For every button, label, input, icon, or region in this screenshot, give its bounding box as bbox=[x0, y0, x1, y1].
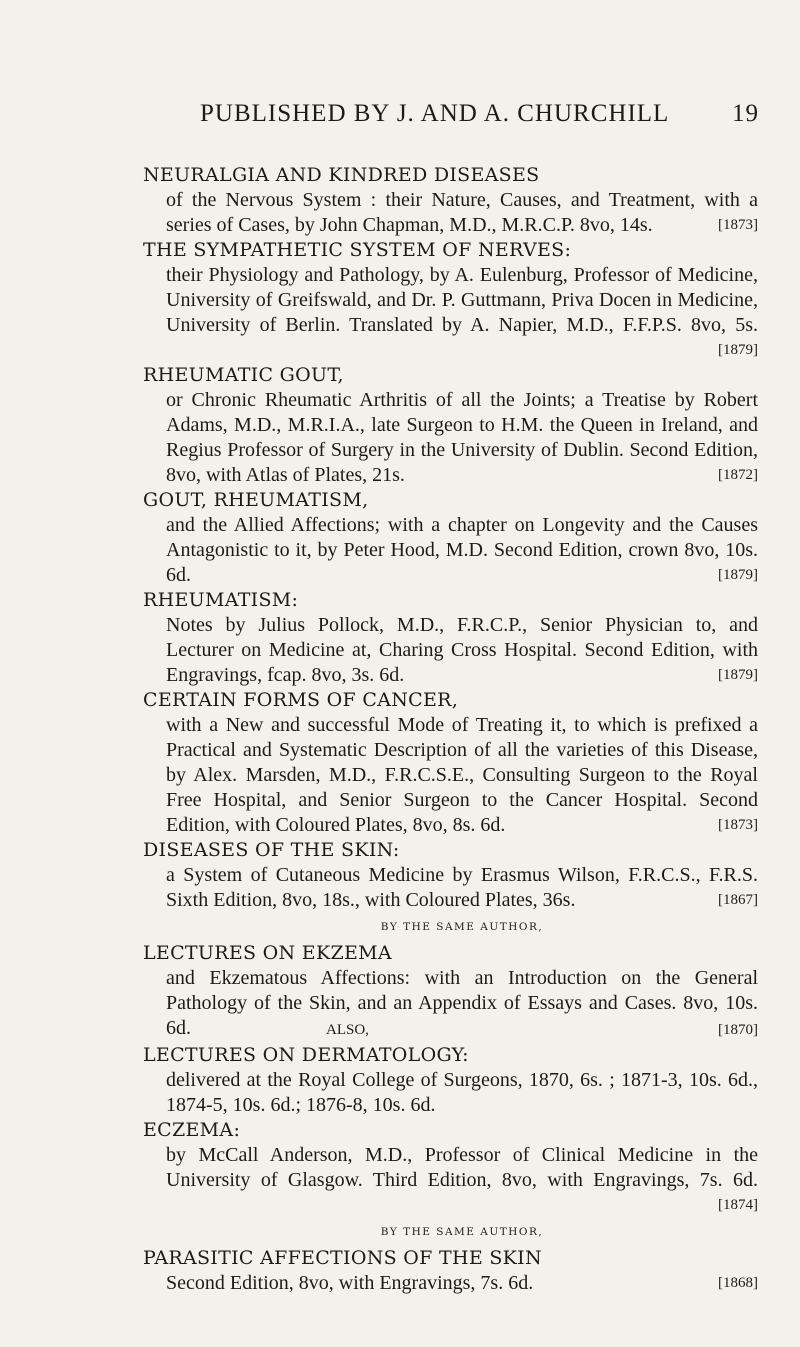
entry-description bbox=[143, 863, 758, 913]
entry-description bbox=[143, 1271, 758, 1296]
catalogue-entry bbox=[143, 238, 758, 363]
entry-title: RHEUMATISM: bbox=[143, 589, 299, 611]
entry-text: and Ekzematous Affections: with an Introduction on the General Pathology of the Skin, and an Appendix of Essays and Cases. 8vo, 10s. 6d. bbox=[166, 967, 758, 1039]
entry-year: [1879] bbox=[718, 342, 758, 358]
entry-year: [1879] bbox=[718, 567, 758, 583]
catalogue-entry bbox=[143, 1043, 758, 1118]
catalogue-entry bbox=[143, 488, 758, 588]
catalogue-entries bbox=[143, 163, 758, 1296]
catalogue-entry bbox=[143, 588, 758, 688]
entry-text: Second Edition, 8vo, with Engravings, 7s. 6d. bbox=[166, 1272, 534, 1294]
catalogue-entry bbox=[143, 363, 758, 488]
entry-year: [1879] bbox=[718, 667, 758, 683]
entry-text: delivered at the Royal College of Surgeons, 1870, 6s. ; 1871-3, 10s. 6d., 1874-5, 10s. 6d.; 1876-8, 10s. 6d. bbox=[166, 1069, 758, 1116]
entry-text: by McCall Anderson, M.D., Professor of Clinical Medicine in the University of Glasgow. Third Edition, 8vo, with Engravings, 7s. 6d. bbox=[166, 1144, 758, 1191]
catalogue-entry bbox=[143, 838, 758, 913]
entry-year: [1873] bbox=[718, 817, 758, 833]
entry-description bbox=[143, 966, 758, 1043]
entry-description bbox=[143, 1068, 758, 1118]
entry-year: [1872] bbox=[718, 467, 758, 483]
entry-title: RHEUMATIC GOUT, bbox=[143, 364, 344, 386]
entry-year: [1874] bbox=[718, 1197, 758, 1213]
entry-description bbox=[143, 263, 758, 363]
entry-text: and the Allied Affections; with a chapter on Longevity and the Causes Antagonistic to it, by Peter Hood, M.D. Second Edition, crown 8vo, 10s. 6d. bbox=[166, 514, 758, 586]
running-title: PUBLISHED BY J. AND A. CHURCHILL bbox=[200, 100, 670, 127]
entry-title: DISEASES OF THE SKIN: bbox=[143, 839, 400, 861]
entry-text: of the Nervous System : their Nature, Causes, and Treatment, with a series of Cases, by John Chapman, M.D., M.R.C.P. 8vo, 14s. bbox=[166, 189, 758, 236]
page-number: 19 bbox=[732, 100, 759, 127]
entry-description bbox=[143, 713, 758, 838]
catalogue-entry bbox=[143, 913, 758, 1043]
entry-description bbox=[143, 613, 758, 688]
entry-title: NEURALGIA AND KINDRED DISEASES bbox=[143, 164, 540, 186]
entry-text: with a New and successful Mode of Treating it, to which is prefixed a Practical and Systematic Description of all the varieties of this Disease, by Alex. Marsden, M.D., F.R.C.S.E., Consulting Surgeon to the Royal Free Hospital, and Senior Surgeon to the Cancer Hospital. Second Edition, with Coloured Plates, 8vo, 8s. 6d. bbox=[166, 714, 758, 836]
entry-also: ALSO, bbox=[326, 1022, 369, 1038]
entry-text: or Chronic Rheumatic Arthritis of all the Joints; a Treatise by Robert Adams, M.D., M.R.I.A., late Surgeon to H.M. the Queen in Ireland, and Regius Professor of Surgery in the University of Dublin. Second Edition, 8vo, with Atlas of Plates, 21s. bbox=[166, 389, 758, 486]
entry-description bbox=[143, 188, 758, 238]
catalogue-entry bbox=[143, 163, 758, 238]
catalogue-entry bbox=[143, 688, 758, 838]
entry-title: PARASITIC AFFECTIONS OF THE SKIN bbox=[143, 1247, 542, 1269]
entry-title: CERTAIN FORMS OF CANCER, bbox=[143, 689, 459, 711]
entry-title: THE SYMPATHETIC SYSTEM OF NERVES: bbox=[143, 239, 572, 261]
entry-subheading: BY THE SAME AUTHOR, bbox=[380, 1226, 544, 1238]
entry-title: GOUT, RHEUMATISM, bbox=[143, 489, 369, 511]
entry-description bbox=[143, 388, 758, 488]
catalogue-entry bbox=[143, 1218, 758, 1296]
entry-year: [1873] bbox=[718, 217, 758, 233]
entry-text: Notes by Julius Pollock, M.D., F.R.C.P., Senior Physician to, and Lecturer on Medicine at, Charing Cross Hospital. Second Edition, with Engravings, fcap. 8vo, 3s. 6d. bbox=[166, 614, 758, 686]
entry-subheading: BY THE SAME AUTHOR, bbox=[380, 921, 544, 933]
entry-title: LECTURES ON EKZEMA bbox=[143, 942, 392, 964]
entry-text: a System of Cutaneous Medicine by Erasmus Wilson, F.R.C.S., F.R.S. Sixth Edition, 8vo, 18s., with Coloured Plates, 36s. bbox=[166, 864, 758, 911]
entry-description bbox=[143, 513, 758, 588]
entry-year: [1870] bbox=[718, 1022, 758, 1038]
page-header bbox=[0, 100, 800, 140]
entry-description bbox=[143, 1143, 758, 1218]
entry-title: ECZEMA: bbox=[143, 1119, 241, 1141]
entry-year: [1868] bbox=[718, 1275, 758, 1291]
entry-text: their Physiology and Pathology, by A. Eulenburg, Professor of Medicine, University of Greifswald, and Dr. P. Guttmann, Priva Docen in Medicine, University of Berlin. Translated by A. Napier, M.D., F.F.P.S. 8vo, 5s. bbox=[166, 264, 758, 336]
entry-year: [1867] bbox=[718, 892, 758, 908]
catalogue-entry bbox=[143, 1118, 758, 1218]
entry-title: LECTURES ON DERMATOLOGY: bbox=[143, 1044, 469, 1066]
